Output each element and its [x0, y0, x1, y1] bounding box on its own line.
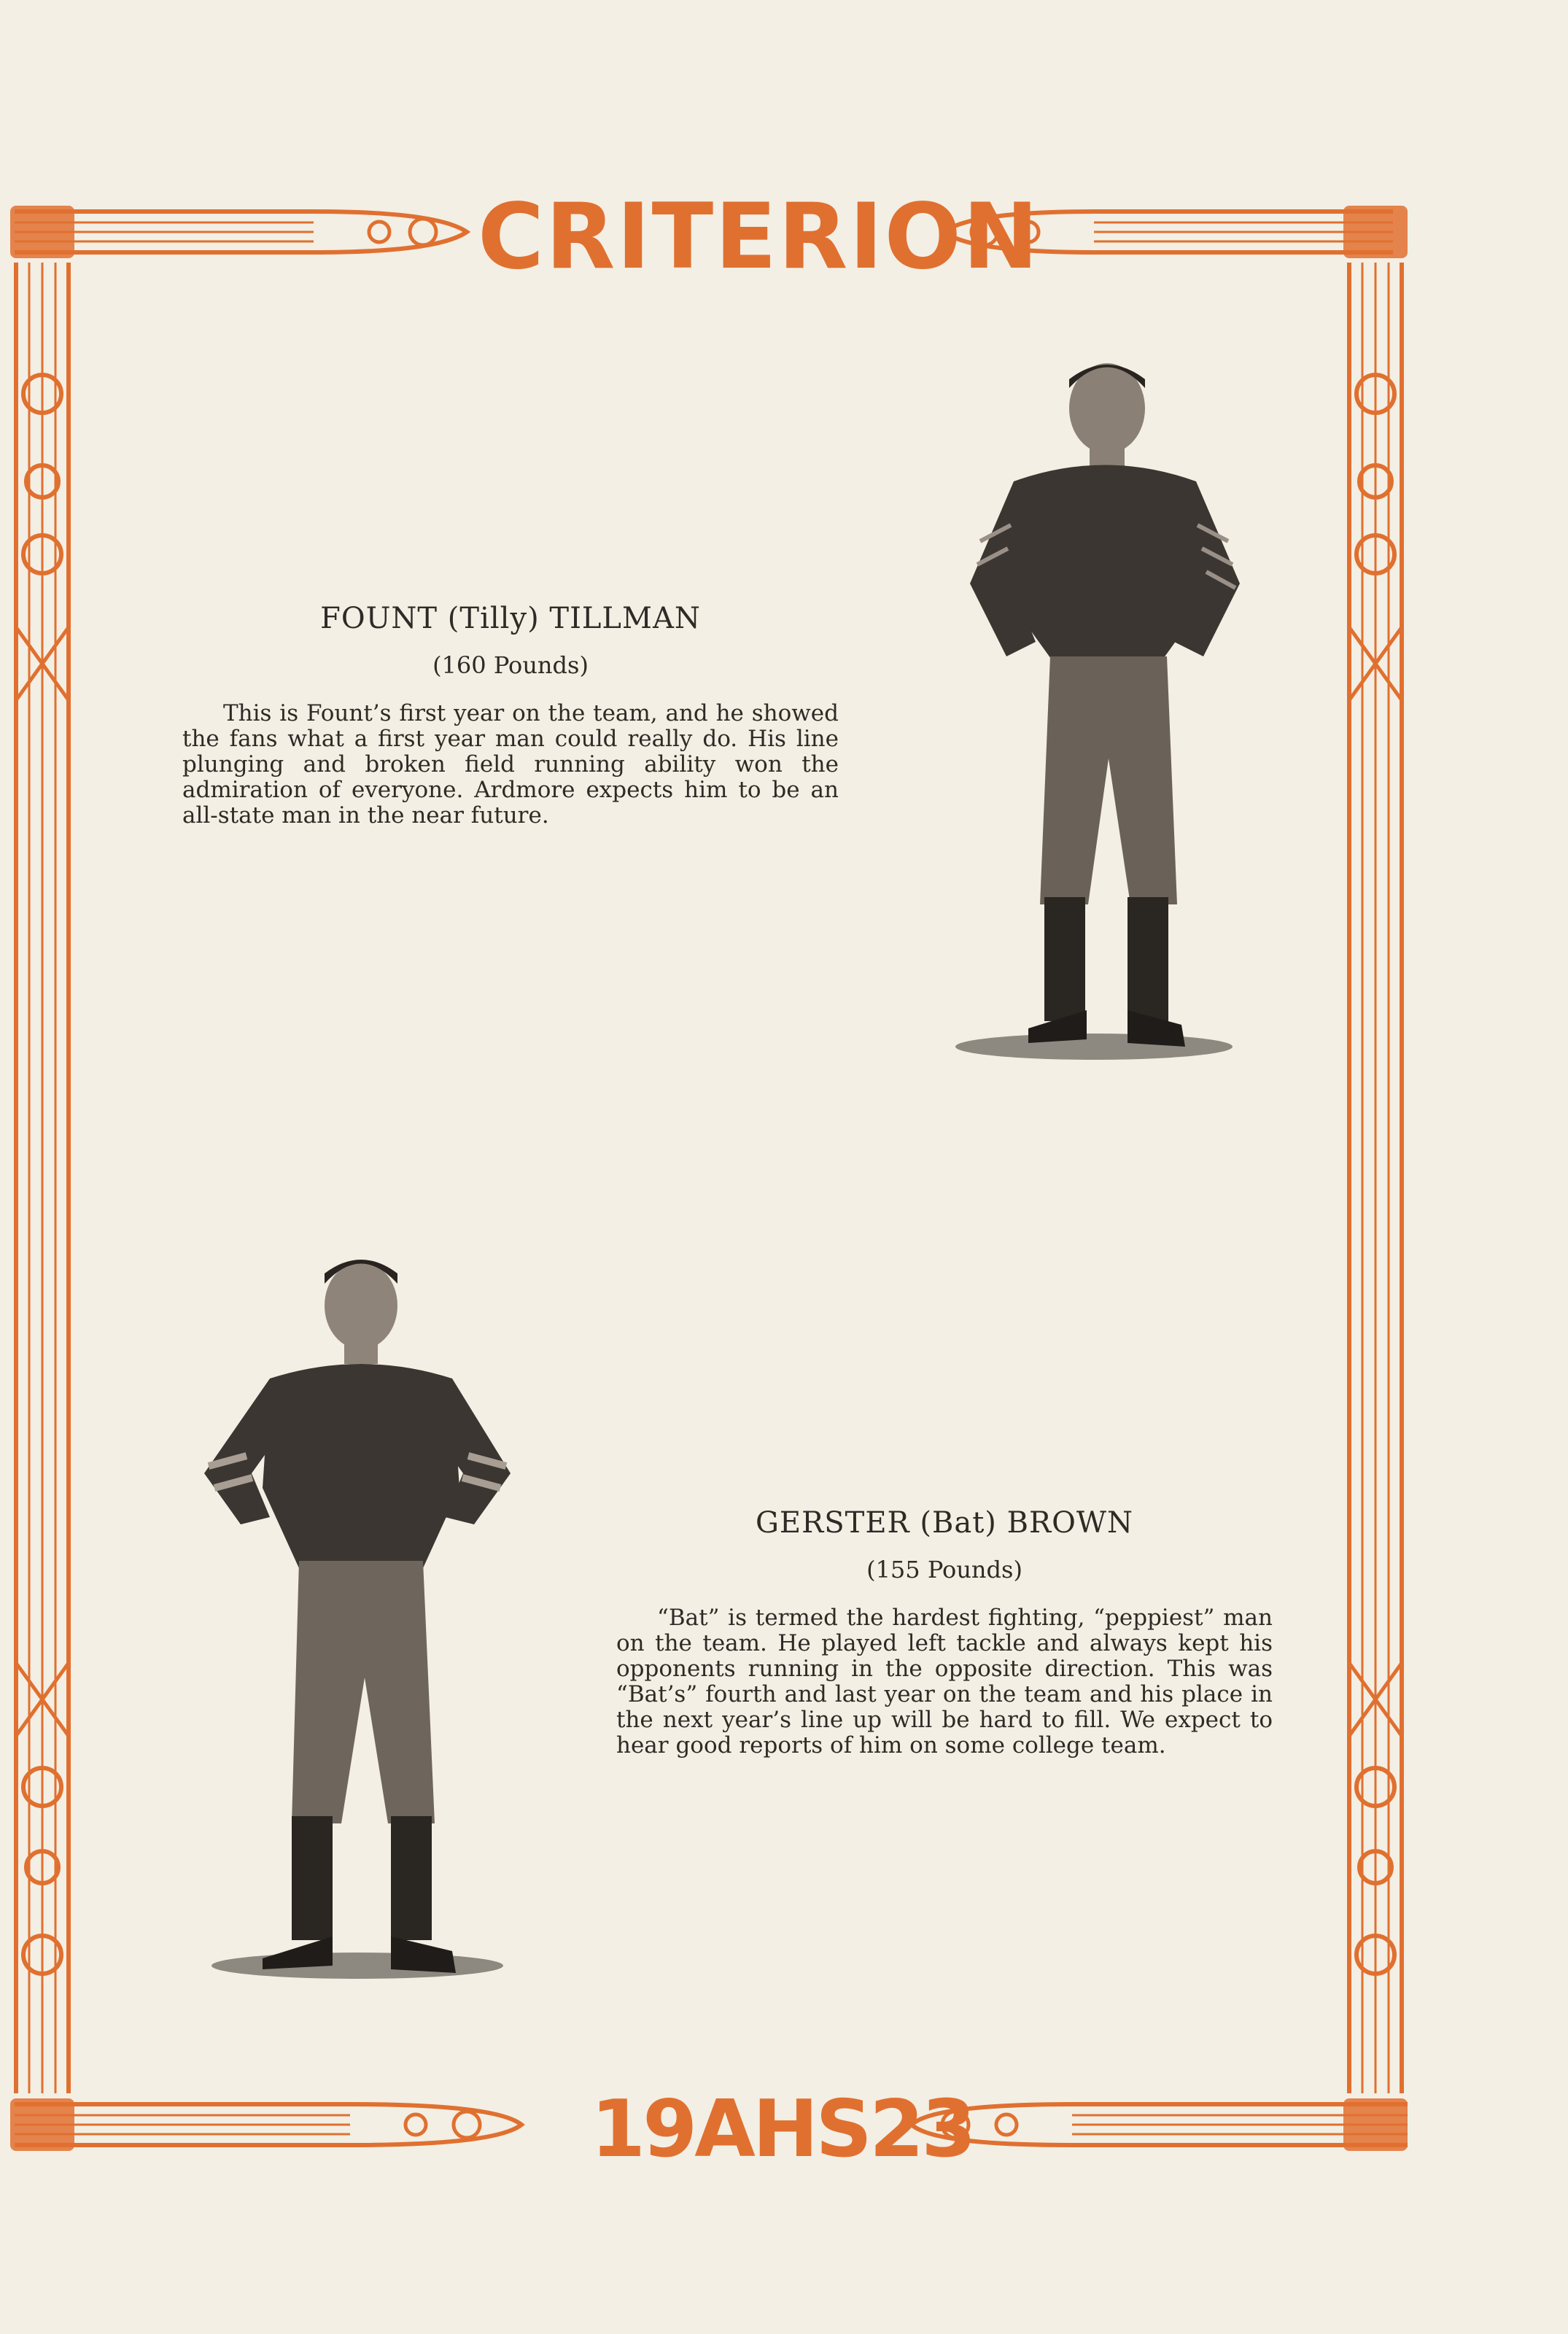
corner-rosette-bottom-left [10, 2098, 74, 2151]
top-left-border-bars [15, 212, 467, 252]
player-weight: (160 Pounds) [432, 651, 589, 679]
bottom-left-border-bars [15, 2104, 521, 2145]
player-weight: (155 Pounds) [866, 1556, 1022, 1583]
player-bio-brown [616, 1506, 1273, 1759]
player-description: This is Fount’s first year on the team, and he showed the fans what a first year man could really do. His line plunging and broken field running ability won the admiration of everyone. Ardmore expects him to be an all-state man in the near future. [182, 700, 839, 829]
bottom-right-border-bars [912, 2104, 1408, 2145]
masthead-title: CRITERION [478, 185, 1040, 290]
player-name: FOUNT (Tilly) TILLMAN [320, 602, 701, 635]
player-bio-tillman [182, 602, 839, 829]
corner-rosette-top-right [1343, 206, 1408, 258]
corner-rosette-bottom-right [1343, 2098, 1408, 2151]
player-photo-tillman [926, 350, 1276, 1079]
player-description: “Bat” is termed the hardest fighting, “peppiest” man on the team. He played left tackle and always kept his opponents running in the opposite direction. This was “Bat’s” fourth and last year on the team and his place in the next year’s line up will be hard to fill. We expect to hear good reports of him on some college team. [616, 1605, 1273, 1759]
player-name: GERSTER (Bat) BROWN [755, 1506, 1134, 1540]
class-year-monogram: 19AHS23 [591, 2084, 974, 2175]
player-photo-brown [182, 1247, 532, 2006]
corner-rosette-top-left [10, 206, 74, 258]
